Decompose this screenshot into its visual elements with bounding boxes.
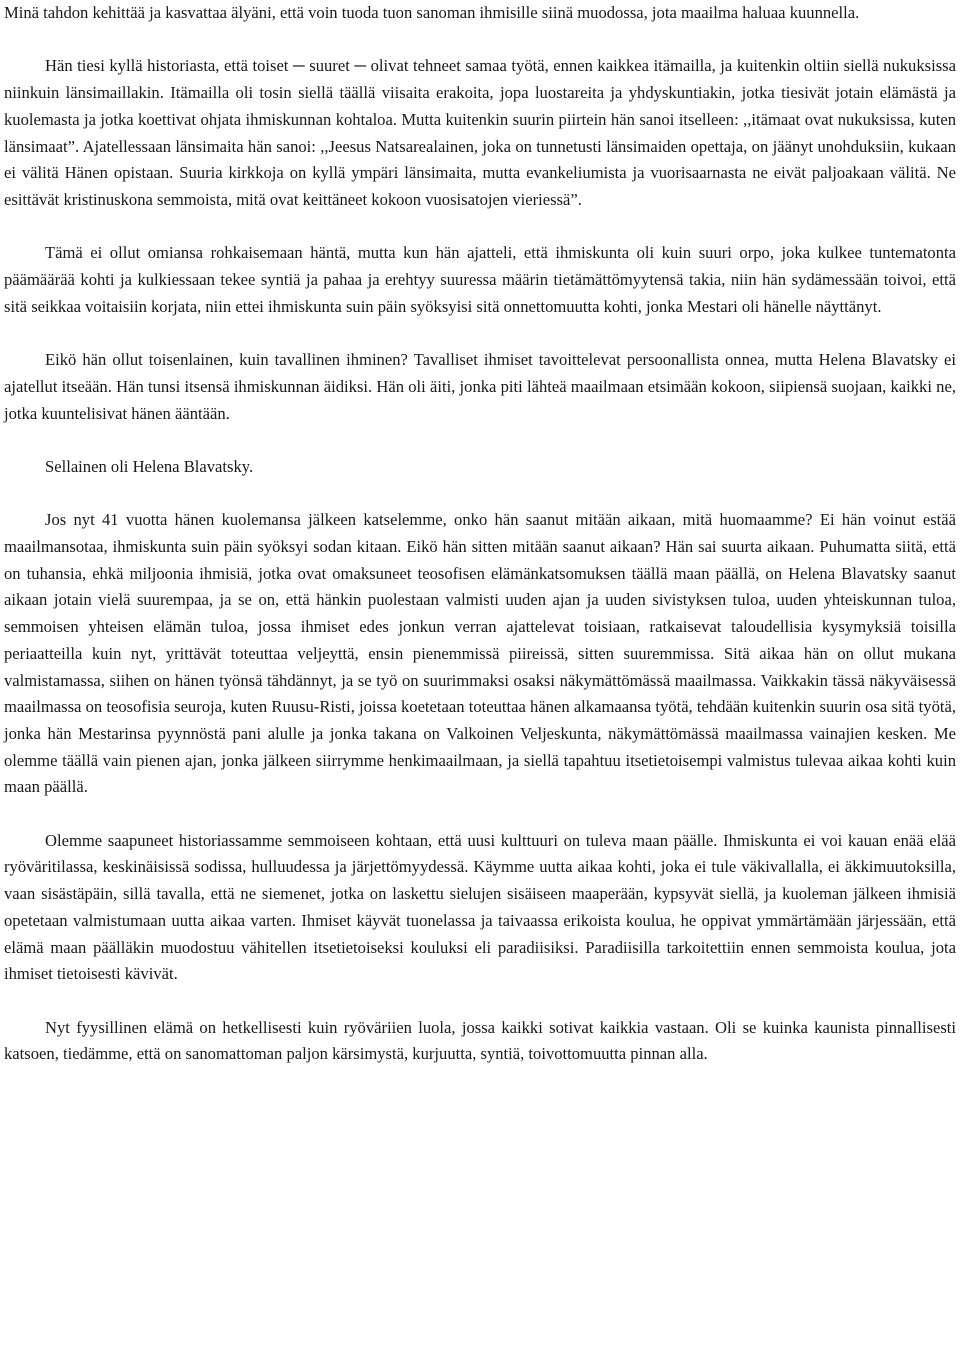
paragraph-7: Olemme saapuneet historiassamme semmoiseen kohtaan, että uusi kulttuuri on tuleva maan päälle. Ihmiskunta ei voi kauan enää elää ryöväritilassa, keskinäisissä sodissa, hulluudessa ja järjettömyydessä. Käymme uutta aikaa kohti, joka ei tule väkivallalla, ei äkkimuutoksilla, vaan sisästäpäin, sillä tavalla, että ne siemenet, jotka on laskettu sielujen sisäiseen maaperään, kypsyvät siellä, ja kuoleman jälkeen ihmisiä opetetaan valmistumaan uutta aikaa varten. Ihmiset käyvät tuonelassa ja taivaassa erikoista koulua, he oppivat ymmärtämään järjessään, että elämä maan päälläkin muodostuu vähitellen itsetietoiseksi kouluksi eli paradiisiksi. Paradiisilla tarkoitettiin ennen semmoista koulua, jota ihmiset tietoisesti kävivät. <box>4 830 956 984</box>
paragraph-5: Sellainen oli Helena Blavatsky. <box>45 456 254 476</box>
paragraph-1: Minä tahdon kehittää ja kasvattaa älyäni, että voin tuoda tuon sanoman ihmisille siinä muodossa, jota maailma haluaa kuunnella. <box>4 3 860 22</box>
paragraph-2: Hän tiesi kyllä historiasta, että toiset ─ suuret ─ olivat tehneet samaa työtä, ennen kaikkea itämailla, ja kuitenkin oltiin siellä nukuksissa niinkuin länsimaillakin. Itämailla oli tosin siellä täällä viisaita erakoita, jopa luostareita ja yhdyskuntiakin, jotka tiesivät jotain elämästä ja kuolemasta ja jotka koettivat ohjata ihmiskunnan kohtaloa. Mutta kuitenkin suurin piirtein hän sanoi itselleen: ,,itämaat ovat nukuksissa, kuten länsimaat”. Ajatellessaan länsimaita hän sanoi: ,,Jeesus Natsarealainen, joka on tunnetusti länsimaiden opettaja, on jäänyt unohduksiin, kukaan ei välitä Hänen opistaan. Suuria kirkkoja on kyllä ympäri länsimaita, mutta evankeliumista ja vuorisaarnasta ne eivät paljoakaan välitä. Ne esittävät kristinuskona semmoista, mitä ovat keittäneet kokoon vuosisatojen vieriessä”. <box>4 56 956 209</box>
paragraph-4: Eikö hän ollut toisenlainen, kuin tavallinen ihminen? Tavalliset ihmiset tavoittelevat persoonallista onnea, mutta Helena Blavatsky ei ajatellut itseään. Hän tunsi itsensä ihmiskunnan äidiksi. Hän oli äiti, jonka piti lähteä maailmaan etsimään kokoon, siipiensä suojaan, kaikki ne, jotka kuuntelisivat hänen ääntään. <box>4 350 956 423</box>
document-page <box>4 0 956 1068</box>
paragraph-3: Tämä ei ollut omiansa rohkaisemaan häntä, mutta kun hän ajatteli, että ihmiskunta oli kuin suuri orpo, joka kulkee tuntematonta päämäärää kohti ja kulkiessaan tekee syntiä ja pahaa ja erehtyy suuressa määrin tietämättömyytensä takia, niin hän sydämessään toivoi, että sitä seikkaa voitaisiin korjata, niin ettei ihmiskunta suin päin syöksyisi sitä onnettomuutta kohti, jonka Mestari oli hänelle näyttänyt. <box>4 243 956 316</box>
paragraph-8: Nyt fyysillinen elämä on hetkellisesti kuin ryöväriien luola, jossa kaikki sotivat kaikkia vastaan. Oli se kuinka kaunista pinnallisesti katsoen, tiedämme, että on sanomattoman paljon kärsimystä, kurjuutta, syntiä, toivottomuutta pinnan alla. <box>4 1017 956 1064</box>
paragraph-6: Jos nyt 41 vuotta hänen kuolemansa jälkeen katselemme, onko hän saanut mitään aikaan, mitä huomaamme? Ei hän voinut estää maailmansotaa, ihmiskunta suin päin syöksyi sodan kitaan. Eikö hän sitten mitään saanut aikaan? Hän sai suurta aikaan. Puhumatta siitä, että on tuhansia, ehkä miljoonia ihmisiä, jotka ovat omaksuneet teosofisen elämänkatsomuksen täällä maan päällä, on Helena Blavatsky saanut aikaan jotain vielä suurempaa, ja se on, että hänkin puolestaan valmisti uuden ajan ja uuden sivistyksen tuloa, uuden yhteiskunnan tuloa, semmoisen yhteisen elämän tuloa, jossa ihmiset edes jonkun verran ajattelevat toisiaan, ratkaisevat taloudellisia kysymyksiä toisilla periaatteilla kuin nyt, yrittävät toteuttaa veljeyttä, ensin pienemmissä piireissä, sitten suuremmissa. Sitä aikaa hän on ollut mukana valmistamassa, siihen on hänen työnsä tähdännyt, ja se työ on suurimmaksi osaksi näkymättömässä maailmassa. Vaikkakin tässä näkyväisessä maailmassa on teosofisia seuroja, kuten Ruusu-Risti, joissa koetetaan toteuttaa hänen alkamaansa työtä, tehdään kuitenkin suurin osa sitä työtä, jonka hän Mestarinsa pyynnöstä pani alulle ja jonka takana on Valkoinen Veljeskunta, näkymättömässä maailmassa vainajien kesken. Me olemme täällä vain pienen ajan, jonka jälkeen siirrymme henkimaailmaan, ja siellä tapahtuu itsetietoisempi valmistus tulevaa aikaa kohti kuin maan päällä. <box>4 510 956 797</box>
